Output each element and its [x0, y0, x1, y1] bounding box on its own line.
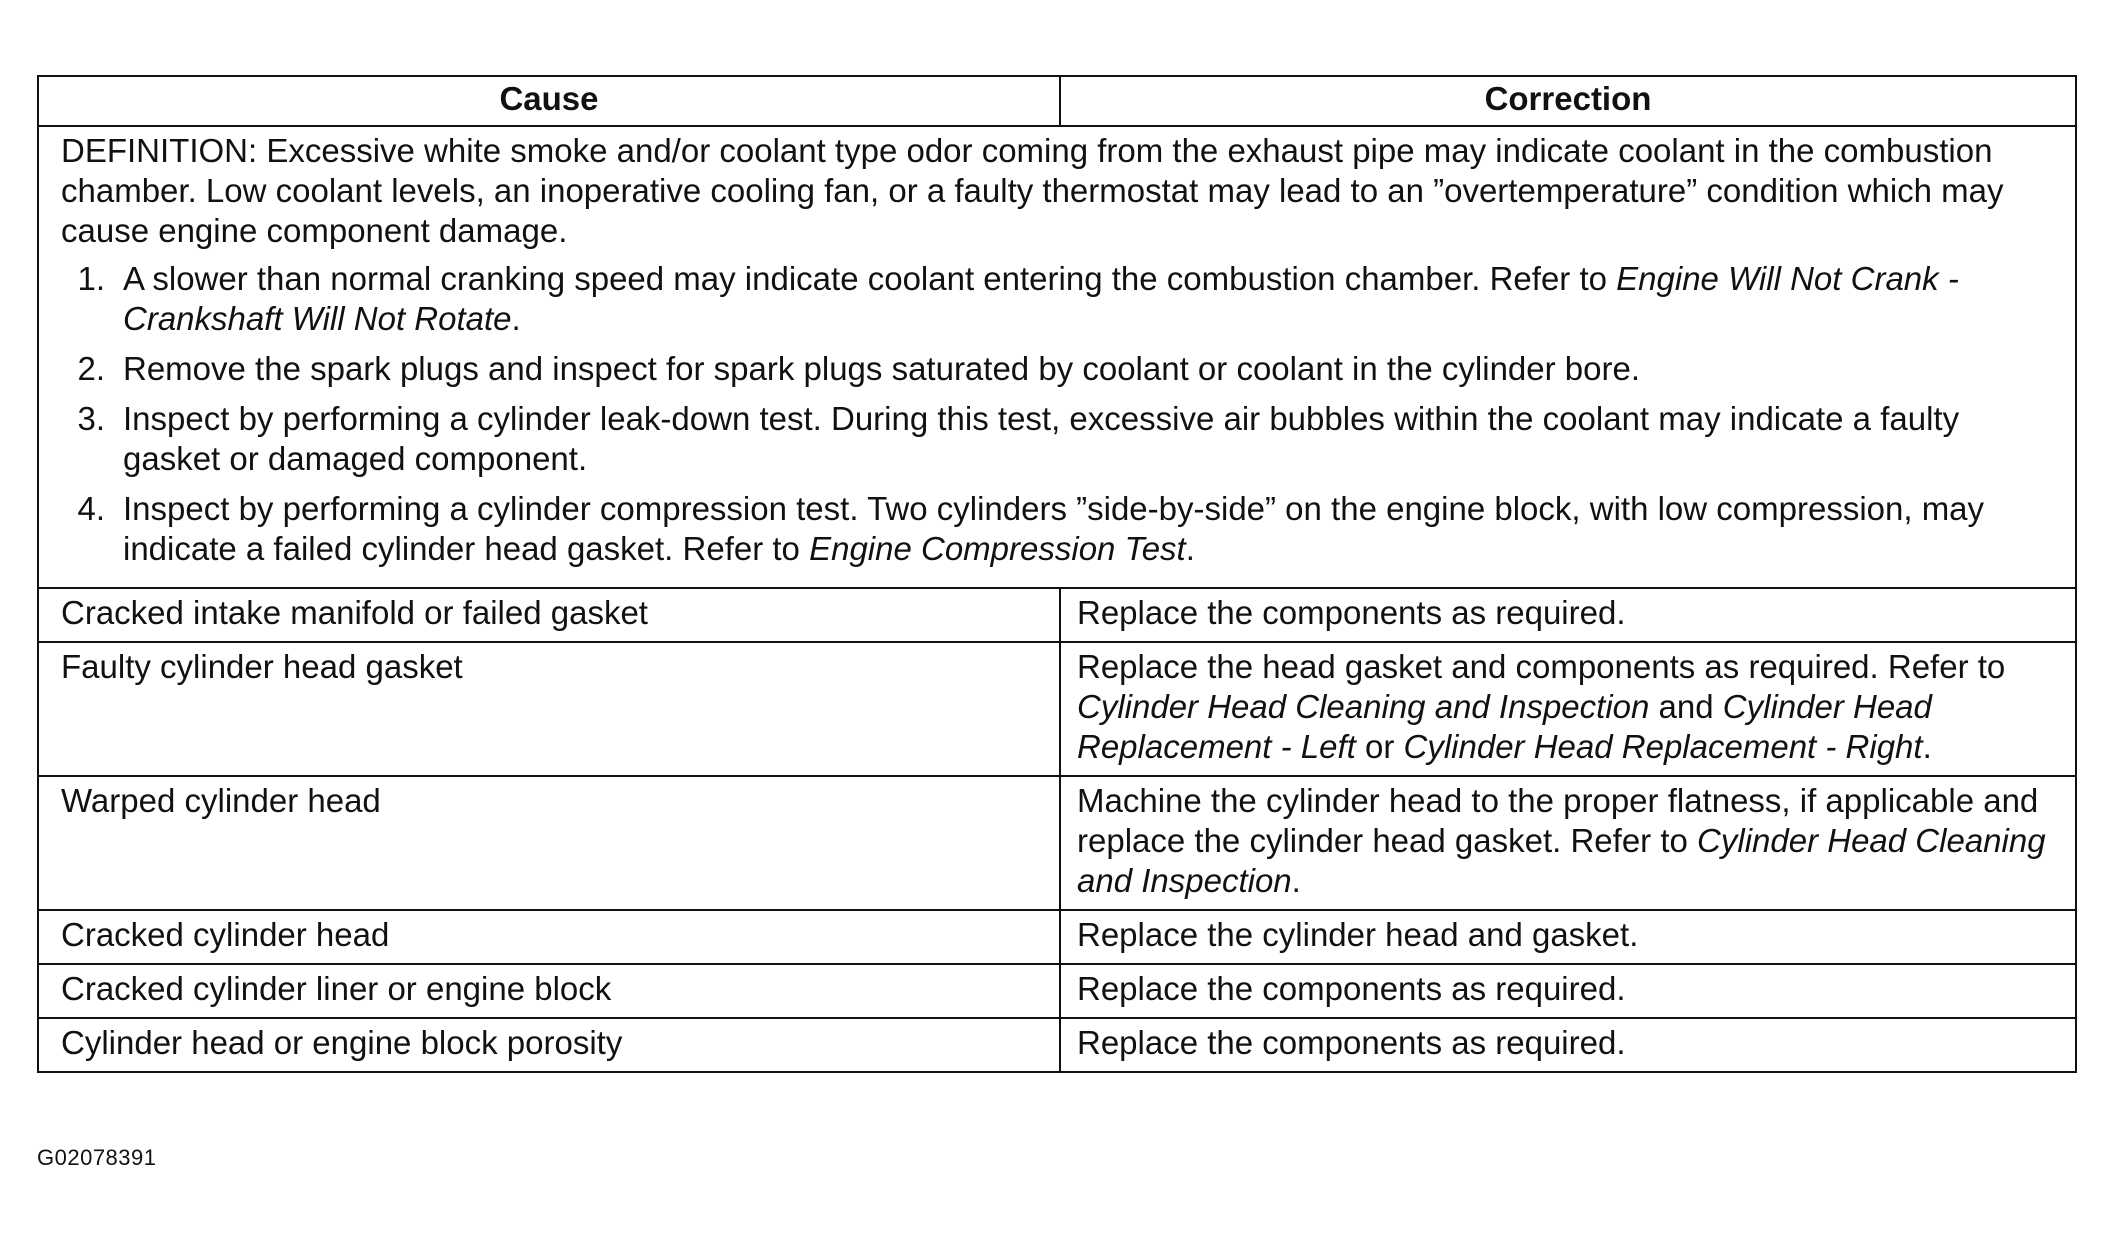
step-number: 2.	[77, 350, 105, 387]
correction-text: or	[1355, 728, 1404, 765]
definition-step	[61, 349, 2065, 389]
correction-text: Replace the components as required.	[1077, 970, 1626, 1007]
definition-row	[38, 126, 2076, 588]
step-text	[123, 489, 2065, 569]
table-row	[38, 910, 2076, 964]
step-number: 1.	[77, 260, 105, 297]
definition-step	[61, 259, 2065, 339]
correction-cell	[1060, 642, 2076, 776]
cause-cell: Warped cylinder head	[38, 776, 1060, 910]
cause-cell: Cracked cylinder liner or engine block	[38, 964, 1060, 1018]
step-reference: Engine Compression Test	[809, 530, 1186, 567]
correction-cell	[1060, 776, 2076, 910]
step-body: Inspect by performing a cylinder leak-down test. During this test, excessive air bubbles within the coolant may indicate a faulty gasket or damaged component.	[123, 400, 1960, 477]
step-number: 4.	[77, 490, 105, 527]
cause-cell: Cylinder head or engine block porosity	[38, 1018, 1060, 1072]
header-cause: Cause	[38, 76, 1060, 126]
step-body: A slower than normal cranking speed may indicate coolant entering the combustion chamber. Refer to	[123, 260, 1617, 297]
definition-step	[61, 489, 2065, 569]
definition-text: DEFINITION: Excessive white smoke and/or coolant type odor coming from the exhaust pipe may indicate coolant in the combustion chamber. Low coolant levels, an inoperative cooling fan, or a faulty thermostat may lead to an ”overtemperature” condition which may cause engine component damage.	[61, 132, 2004, 249]
correction-text: .	[1922, 728, 1932, 765]
correction-reference: Cylinder Head Replacement - Left	[1077, 688, 1932, 765]
step-text	[123, 259, 2065, 339]
correction-cell	[1060, 1018, 2076, 1072]
correction-text: Replace the head gasket and components as required. Refer to	[1077, 648, 2006, 685]
figure-id: G02078391	[37, 1145, 157, 1170]
correction-text: Replace the cylinder head and gasket.	[1077, 916, 1639, 953]
cause-cell: Cracked intake manifold or failed gasket	[38, 588, 1060, 642]
header-row	[38, 76, 2076, 126]
correction-reference: Cylinder Head Replacement - Right	[1403, 728, 1923, 765]
correction-reference: Cylinder Head Cleaning and Inspection	[1077, 822, 2046, 899]
correction-text: Machine the cylinder head to the proper flatness, if applicable and replace the cylinder head gasket. Refer to	[1077, 782, 2039, 859]
correction-cell	[1060, 910, 2076, 964]
table-row	[38, 964, 2076, 1018]
definition-cell	[38, 126, 2076, 588]
correction-reference: Cylinder Head Cleaning and Inspection	[1077, 688, 1650, 725]
step-end: .	[1185, 530, 1195, 567]
cause-cell: Faulty cylinder head gasket	[38, 642, 1060, 776]
table-row	[38, 1018, 2076, 1072]
step-text	[123, 349, 2065, 389]
table-row	[38, 642, 2076, 776]
correction-cell	[1060, 964, 2076, 1018]
step-text	[123, 399, 2065, 479]
cause-cell: Cracked cylinder head	[38, 910, 1060, 964]
correction-text: Replace the components as required.	[1077, 1024, 1626, 1061]
table-row	[38, 588, 2076, 642]
definition-steps	[61, 259, 2065, 569]
step-end: .	[511, 300, 521, 337]
correction-text: .	[1291, 862, 1301, 899]
definition-step	[61, 399, 2065, 479]
correction-cell	[1060, 588, 2076, 642]
header-correction: Correction	[1060, 76, 2076, 126]
diagnostic-table	[37, 75, 2077, 1073]
correction-text: Replace the components as required.	[1077, 594, 1626, 631]
step-number: 3.	[77, 400, 105, 437]
table-row	[38, 776, 2076, 910]
step-reference: Engine Will Not Crank - Crankshaft Will Not Rotate	[123, 260, 1959, 337]
correction-text: and	[1649, 688, 1723, 725]
step-body: Inspect by performing a cylinder compression test. Two cylinders ”side-by-side” on the engine block, with low compression, may indicate a failed cylinder head gasket. Refer to	[123, 490, 1985, 567]
step-body: Remove the spark plugs and inspect for spark plugs saturated by coolant or coolant in the cylinder bore.	[123, 350, 1641, 387]
